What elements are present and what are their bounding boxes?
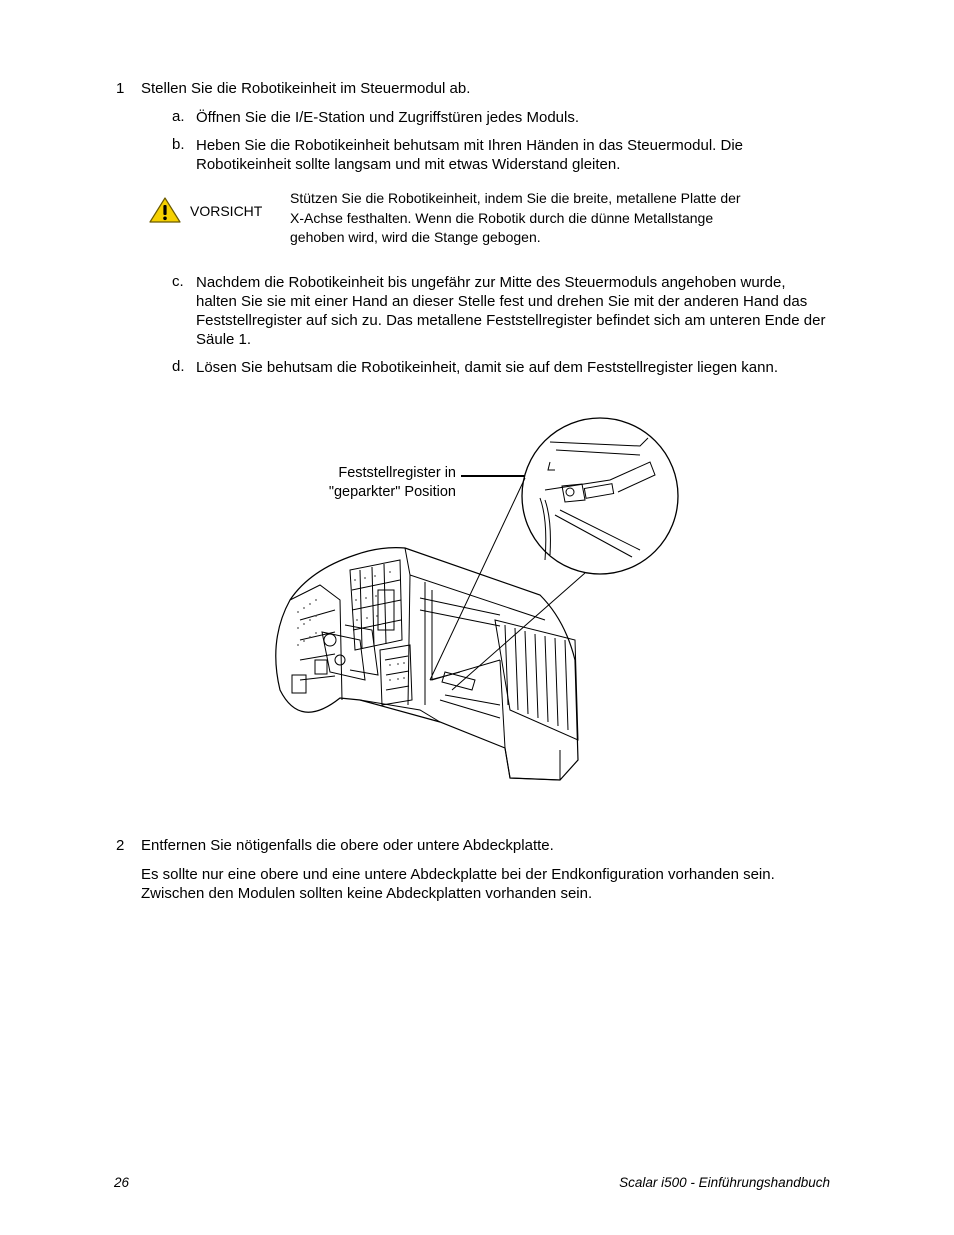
caution-line: X-Achse festhalten. Wenn die Robotik durch die dünne Metallstange [290, 209, 714, 226]
substep-c-line: Nachdem die Robotikeinheit bis ungefähr zur Mitte des Steuermoduls angehoben wurde, [196, 274, 786, 291]
substep-c-letter: c. [172, 273, 184, 290]
page-number: 26 [114, 1175, 130, 1190]
caution-line: Stützen Sie die Robotikeinheit, indem Sie die breite, metallene Platte der [290, 190, 741, 206]
substep-c-line: Säule 1. [196, 331, 252, 348]
step-2-title: Entfernen Sie nötigenfalls die obere oder untere Abdeckplatte. [141, 837, 554, 854]
figure-callout-label [300, 464, 456, 502]
substep-d-text: Lösen Sie behutsam die Robotikeinheit, damit sie auf dem Feststellregister liegen kann. [196, 359, 778, 376]
step-1-number: 1 [116, 80, 125, 97]
substep-c-text [196, 273, 846, 349]
step-2-body-line: Es sollte nur eine obere und eine untere Abdeckplatte bei der Endkonfiguration vorhanden sein. [141, 866, 775, 883]
substep-b-line: Heben Sie die Robotikeinheit behutsam mit Ihren Händen in das Steuermodul. Die [196, 137, 743, 154]
substep-d-letter: d. [172, 358, 185, 375]
substep-c-line: Feststellregister auf sich zu. Das metallene Feststellregister befindet sich am unteren Ende der [196, 312, 826, 329]
substep-c-line: halten Sie sie mit einer Hand an dieser Stelle fest und drehen Sie mit der anderen Hand das [196, 293, 808, 310]
substep-b-letter: b. [172, 136, 185, 153]
callout-line: "geparkter" Position [328, 484, 456, 500]
step-1-title: Stellen Sie die Robotikeinheit im Steuermodul ab. [141, 80, 471, 97]
caution-label: VORSICHT [190, 203, 263, 219]
caution-text [290, 189, 800, 248]
substep-b-text [196, 136, 846, 174]
warning-triangle-icon [148, 196, 182, 224]
caution-line: gehoben wird, wird die Stange gebogen. [290, 229, 541, 245]
step-2-number: 2 [116, 837, 125, 854]
document-title: Scalar i500 - Einführungshandbuch [619, 1175, 830, 1190]
substep-b-line: Robotikeinheit sollte langsam und mit etwas Widerstand gleiten. [196, 156, 621, 173]
substep-a-letter: a. [172, 108, 185, 125]
step-2-body-line: Zwischen den Modulen sollten keine Abdeckplatten vorhanden sein. [141, 885, 593, 902]
callout-line: Feststellregister in [338, 465, 456, 481]
substep-a-text: Öffnen Sie die I/E-Station und Zugriffstüren jedes Moduls. [196, 109, 579, 126]
step-2-body [141, 865, 841, 903]
